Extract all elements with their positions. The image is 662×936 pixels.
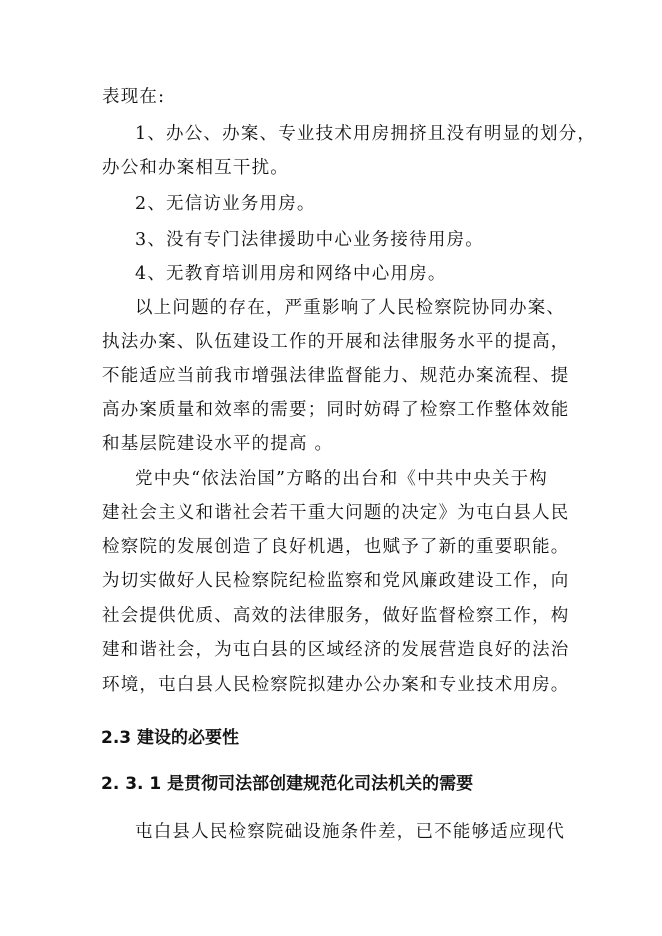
paragraph-2-line: 环境，屯白县人民检察院拟建办公办案和专业技术用房。 [102,675,570,695]
list-item-3: 3、没有专门法律援助中心业务接待用房。 [135,230,484,250]
paragraph-3-line: 屯白县人民检察院础设施条件差，已不能够适应现代 [135,822,566,842]
paragraph-2-line: 党中央“依法治国”方略的出台和《中共中央关于构 [135,469,548,489]
paragraph-1-line: 高办案质量和效率的需要；同时妨碍了检察工作整体效能 [102,400,570,420]
paragraph-2-line: 检察院的发展创造了良好机遇，也赋予了新的重要职能。 [102,537,570,557]
list-item-2: 2、无信访业务用房。 [135,194,316,214]
paragraph-2-line: 社会提供优质、高效的法律服务，做好监督检察工作，构 [102,606,570,626]
paragraph-1-line: 执法办案、队伍建设工作的开展和法律服务水平的提高， [102,332,570,352]
paragraph-1-line: 不能适应当前我市增强法律监督能力、规范办案流程、提 [102,366,570,386]
list-item-1-line-2: 办公和办案相互干扰。 [102,158,289,178]
paragraph-1-line: 和基层院建设水平的提高 。 [102,434,334,454]
section-heading: 2.3 建设的必要性 [101,728,240,748]
paragraph-2-line: 为切实做好人民检察院纪检监察和党风廉政建设工作，向 [102,571,570,591]
list-item-4: 4、无教育培训用房和网络中心用房。 [135,264,447,284]
paragraph-1-line: 以上问题的存在，严重影响了人民检察院协同办案、 [135,298,566,318]
paragraph-2-line: 建社会主义和谐社会若干重大问题的决定》为屯白县人民 [102,503,570,523]
intro-text: 表现在: [102,87,166,107]
list-item-1-line-1: 1、办公、办案、专业技术用房拥挤且没有明显的划分， [135,124,597,144]
paragraph-2-line: 建和谐社会，为屯白县的区域经济的发展营造良好的法治 [102,640,570,660]
subsection-heading: 2. 3. 1 是贯彻司法部创建规范化司法机关的需要 [101,774,474,794]
